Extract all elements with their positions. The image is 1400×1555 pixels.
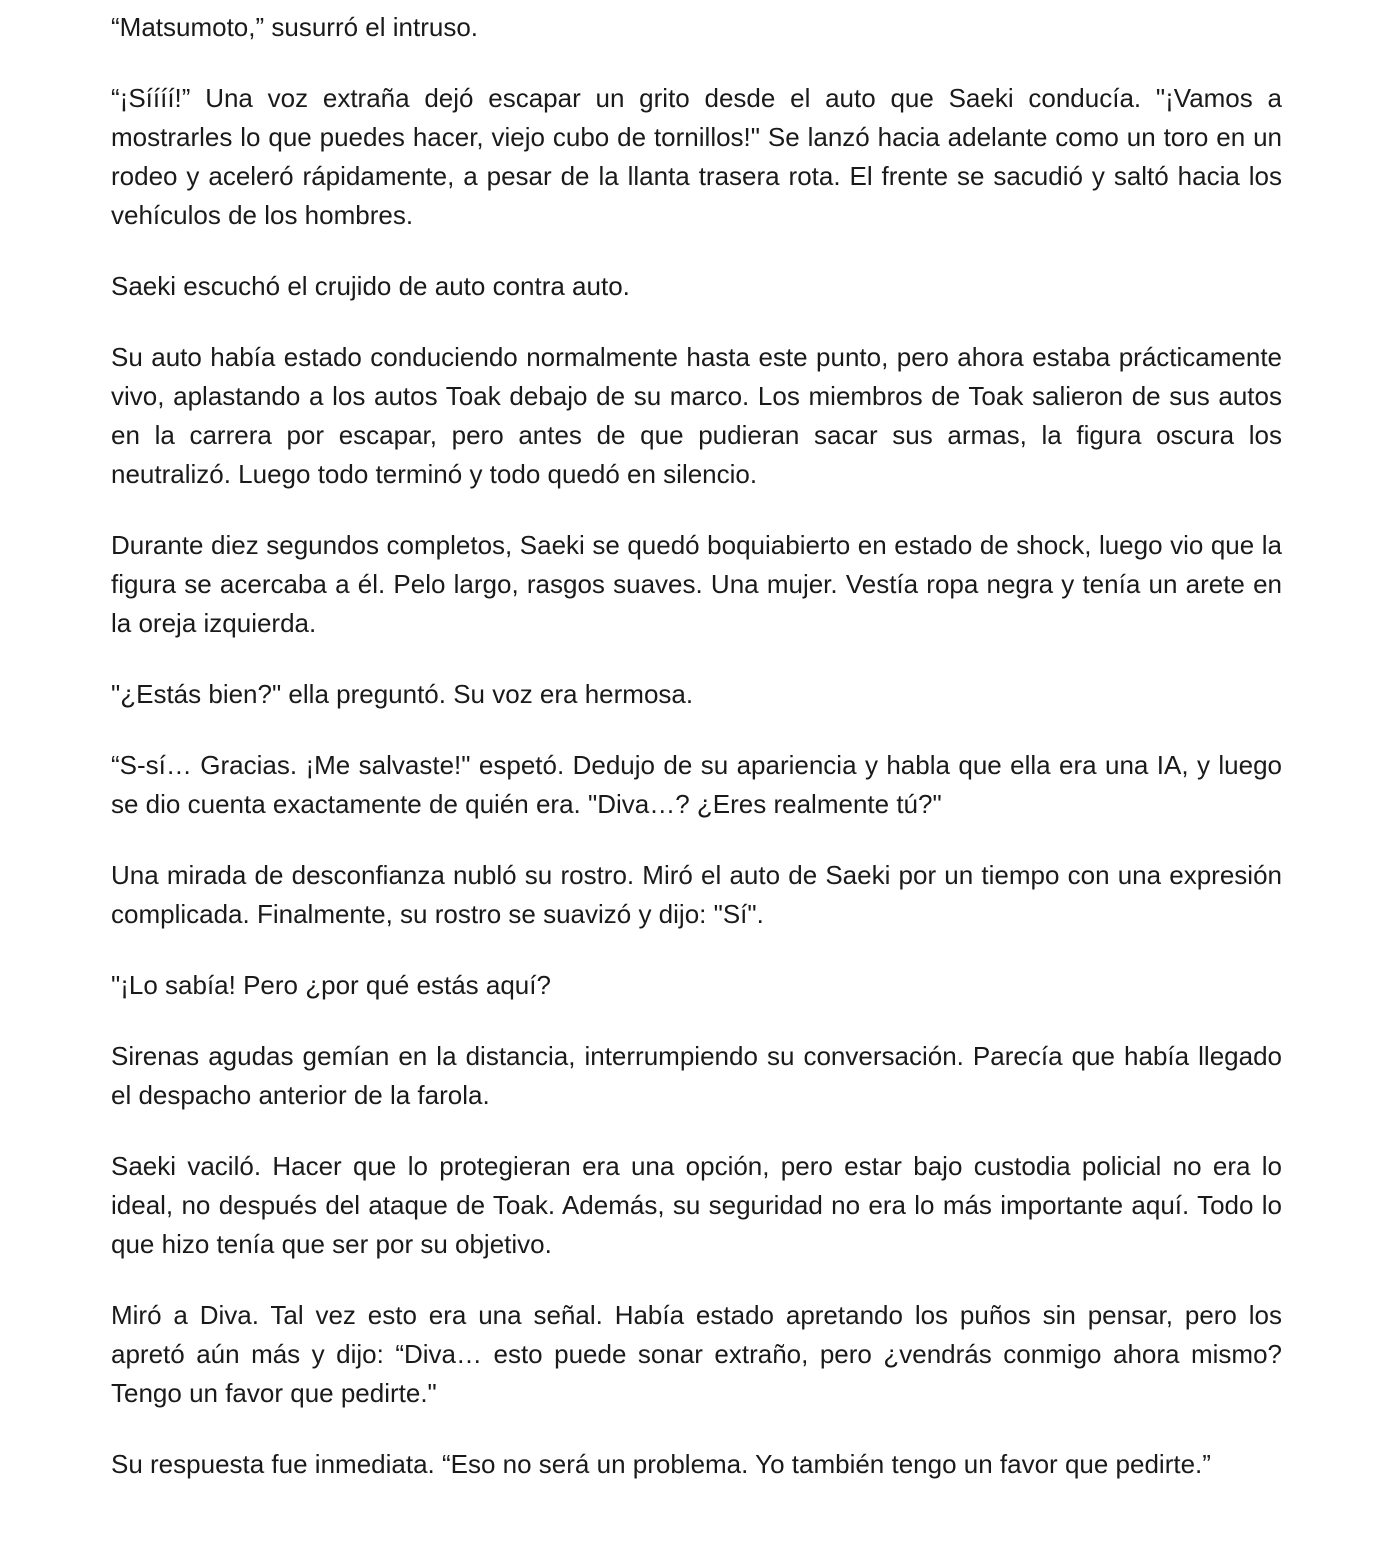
paragraph-10: Sirenas agudas gemían en la distancia, interrumpiendo su conversación. Parecía que había llegado el despacho anterior de la farola. [111,1041,1282,1110]
document-page [111,8,1282,1516]
paragraph-8: Una mirada de desconfianza nubló su rostro. Miró el auto de Saeki por un tiempo con una expresión complicada. Finalmente, su rostro se suavizó y dijo: "Sí". [111,860,1282,929]
paragraph-11: Saeki vaciló. Hacer que lo protegieran era una opción, pero estar bajo custodia policial no era lo ideal, no después del ataque de Toak. Además, su seguridad no era lo más importante aquí. Todo lo que hizo tenía que ser por su objetivo. [111,1151,1282,1259]
paragraph-12: Miró a Diva. Tal vez esto era una señal. Había estado apretando los puños sin pensar, pero los apretó aún más y dijo: “Diva… esto puede sonar extraño, pero ¿vendrás conmigo ahora mismo? Tengo un favor que pedirte." [111,1300,1282,1408]
paragraph-2: “¡Síííí!” Una voz extraña dejó escapar un grito desde el auto que Saeki conducía. "¡Vamos a mostrarles lo que puedes hacer, viejo cubo de tornillos!" Se lanzó hacia adelante como un toro en un rodeo y aceleró rápidamente, a pesar de la llanta trasera rota. El frente se sacudió y saltó hacia los vehículos de los hombres. [111,83,1282,230]
paragraph-1: “Matsumoto,” susurró el intruso. [111,12,479,42]
paragraph-5: Durante diez segundos completos, Saeki se quedó boquiabierto en estado de shock, luego vio que la figura se acercaba a él. Pelo largo, rasgos suaves. Una mujer. Vestía ropa negra y tenía un arete en la oreja izquierda. [111,530,1282,638]
paragraph-3: Saeki escuchó el crujido de auto contra auto. [111,271,630,301]
paragraph-7: “S-sí… Gracias. ¡Me salvaste!" espetó. Dedujo de su apariencia y habla que ella era una IA, y luego se dio cuenta exactamente de quién era. "Diva…? ¿Eres realmente tú?" [111,750,1282,819]
paragraph-6: "¿Estás bien?" ella preguntó. Su voz era hermosa. [111,679,694,709]
paragraph-9: "¡Lo sabía! Pero ¿por qué estás aquí? [111,970,551,1000]
paragraph-4: Su auto había estado conduciendo normalmente hasta este punto, pero ahora estaba prácticamente vivo, aplastando a los autos Toak debajo de su marco. Los miembros de Toak salieron de sus autos en la carrera por escapar, pero antes de que pudieran sacar sus armas, la figura oscura los neutralizó. Luego todo terminó y todo quedó en silencio. [111,342,1282,489]
paragraph-13: Su respuesta fue inmediata. “Eso no será un problema. Yo también tengo un favor que pedirte.” [111,1449,1211,1479]
